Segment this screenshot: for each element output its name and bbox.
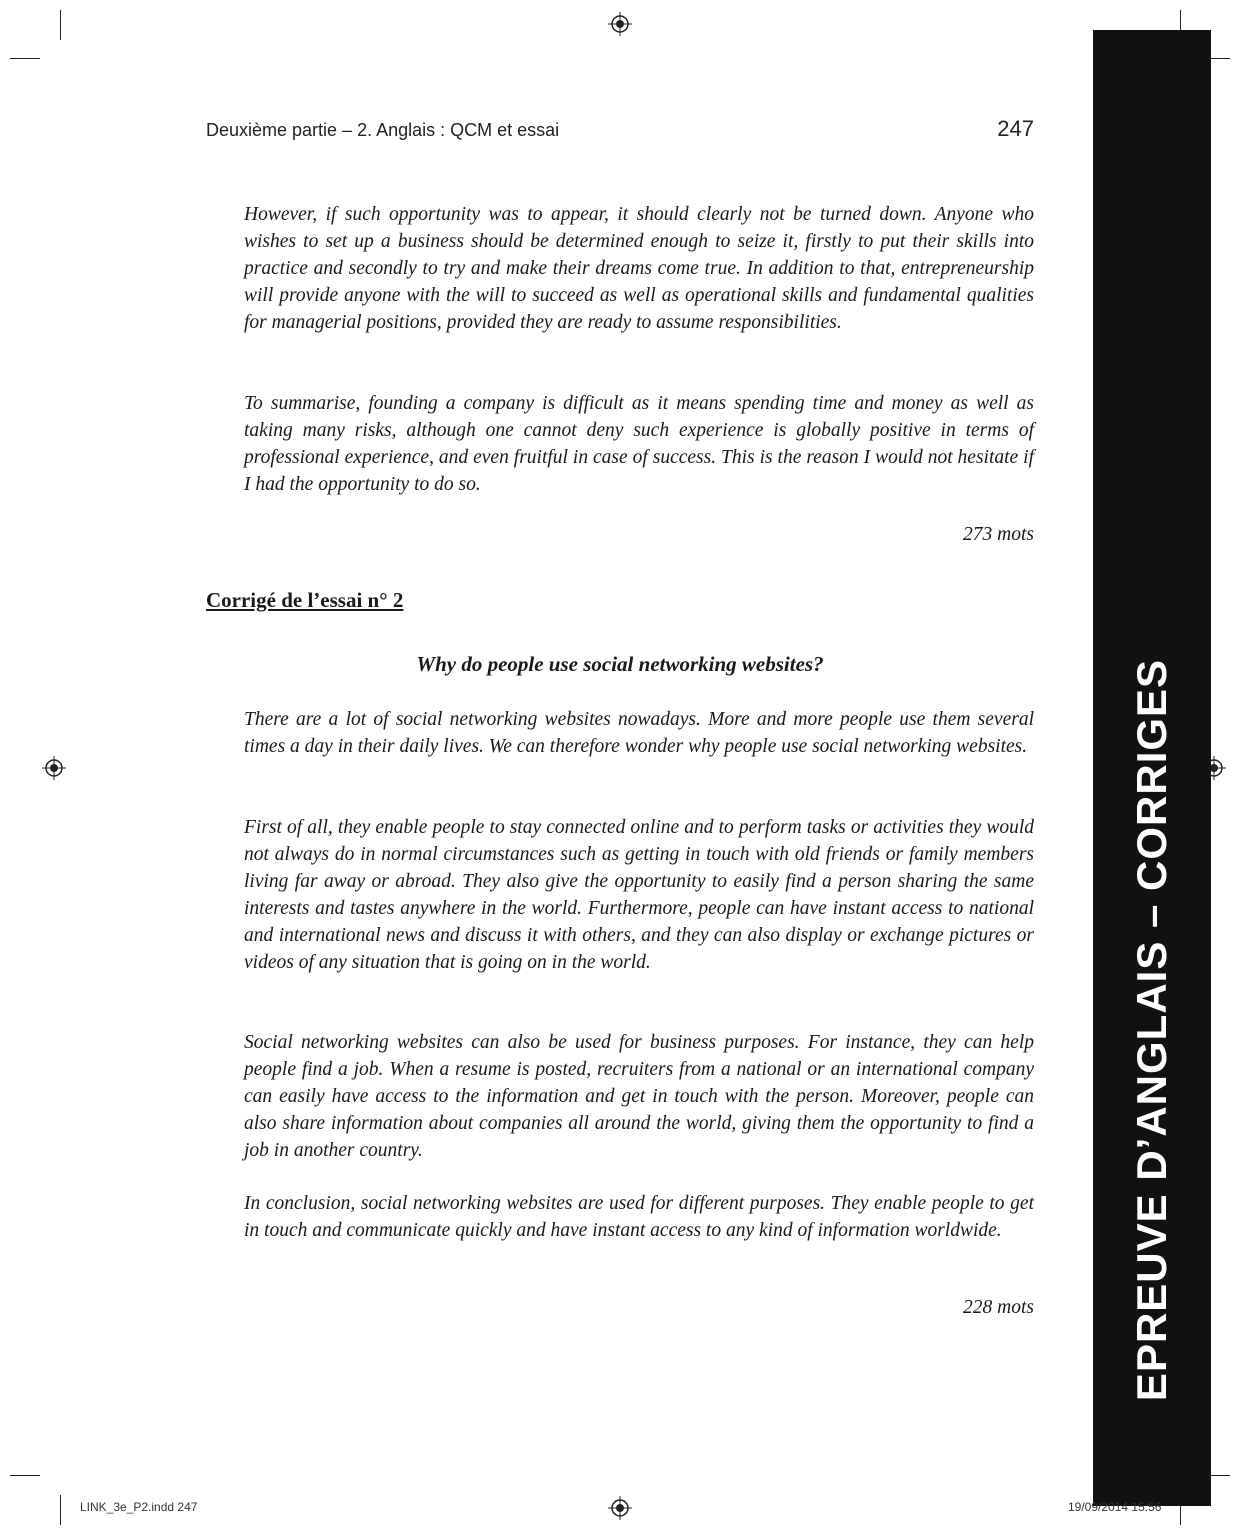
word-count: 273 mots (963, 524, 1034, 545)
essay2-paragraph: First of all, they enable people to stay connected online and to perform tasks or activities they would not always do in normal circumstances such as getting in touch with old friends or family members living far away or abroad. They also give the opportunity to easily find a person sharing the same interests and tastes anywhere in the world. Furthermore, people can have instant access to national and international news and discuss it with others, and they can also display or exchange pictures or videos of any situation that is going on in the world. (244, 817, 1034, 973)
running-title: Deuxième partie – 2. Anglais : QCM et essai (206, 120, 560, 140)
essay2-paragraph: Social networking websites can also be used for business purposes. For instance, they can help people find a job. When a resume is posted, recruiters from a national or an international company can easily have access to the information and get in touch with the person. Moreover, people can also share information about companies all around the world, giving them the opportunity to find a job in another country. (244, 1032, 1034, 1161)
essay-question: Why do people use social networking websites? (416, 652, 824, 676)
crop-mark (10, 58, 40, 59)
running-header (206, 116, 1034, 146)
crop-mark (60, 1495, 61, 1525)
slug-date: 19/09/2014 15:56 (1068, 1500, 1162, 1514)
word-count: 228 mots (963, 1297, 1034, 1318)
registration-mark-icon (608, 1496, 632, 1520)
page-number: 247 (997, 116, 1034, 141)
section-title: Corrigé de l’essai n° 2 (206, 588, 404, 612)
essay2-paragraph: There are a lot of social networking websites nowadays. More and more people use them several times a day in their daily lives. We can therefore wonder why people use social networking websites. (244, 709, 1034, 757)
essay2-paragraph: In conclusion, social networking websites are used for different purposes. They enable people to get in touch and communicate quickly and have instant access to any kind of information worldwide. (244, 1193, 1034, 1241)
crop-mark (10, 1475, 40, 1476)
essay1-paragraph: However, if such opportunity was to appear, it should clearly not be turned down. Anyone who wishes to set up a business should be determined enough to seize it, firstly to put their skills into practice and secondly to try and make their dreams come true. In addition to that, entrepreneurship will provide anyone with the will to succeed as well as operational skills and fundamental qualities for managerial positions, provided they are ready to assume responsibilities. (244, 204, 1034, 333)
slug-filename: LINK_3e_P2.indd 247 (80, 1500, 198, 1514)
essay1-paragraph: To summarise, founding a company is difficult as it means spending time and money as well as taking many risks, although one cannot deny such experience is globally positive in terms of professional experience, and even fruitful in case of success. This is the reason I would not hesitate if I had the opportunity to do so. (244, 393, 1034, 495)
crop-mark (60, 10, 61, 40)
registration-mark-icon (42, 756, 66, 780)
section-tab-label: EPREUVE D’ANGLAIS – CORRIGES (1128, 658, 1175, 1402)
registration-mark-icon (608, 12, 632, 36)
